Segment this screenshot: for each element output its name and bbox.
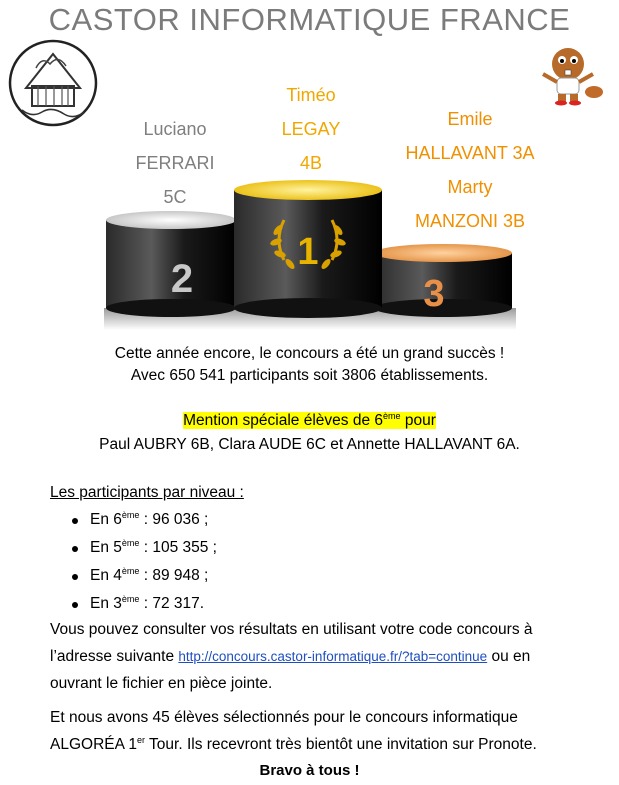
podium-graphic <box>104 180 516 330</box>
list-item: En 6ème : 96 036 ; <box>72 506 217 534</box>
intro-line-1: Cette année encore, le concours a été un grand succès ! <box>114 345 505 362</box>
closing-text: Bravo à tous ! <box>259 762 360 779</box>
results-line-1: Vous pouvez consulter vos résultats en utilisant votre code concours à <box>50 621 533 638</box>
winner-first-last-name: LEGAY <box>281 119 341 139</box>
podium-rank-2: 2 <box>170 257 194 301</box>
list-item: En 5ème : 105 355 ; <box>72 534 217 562</box>
page-title: CASTOR INFORMATIQUE FRANCE <box>48 2 571 37</box>
winner-second-class: 5C <box>163 187 187 207</box>
winner-third-line2: HALLAVANT 3A <box>405 143 535 163</box>
winner-second-last-name: FERRARI <box>135 153 215 173</box>
winner-first <box>248 78 374 180</box>
algorea-line-2: ALGORÉA 1er Tour. Ils recevront très bientôt une invitation sur Pronote. <box>50 735 537 753</box>
winner-second-first-name: Luciano <box>143 119 207 139</box>
algorea-line-1: Et nous avons 45 élèves sélectionnés pour le concours informatique <box>50 709 518 726</box>
participants-list <box>72 506 217 618</box>
winner-third-line3: Marty <box>447 177 493 197</box>
results-line-2: l’adresse suivante http://concours.castor-informatique.fr/?tab=continue ou en <box>50 648 531 665</box>
results-line-3: ouvrant le fichier en pièce jointe. <box>50 675 273 692</box>
winner-third-line1: Emile <box>447 109 493 129</box>
algorea-paragraph <box>50 704 610 758</box>
beaver-mascot <box>528 40 608 106</box>
podium-rank-3: 3 <box>423 273 445 315</box>
mention-names: Paul AUBRY 6B, Clara AUDE 6C et Annette HALLAVANT 6A. <box>99 436 520 453</box>
mention-highlight: Mention spéciale élèves de 6ème pour <box>183 411 436 429</box>
mention-line <box>0 410 619 432</box>
school-logo <box>8 38 98 128</box>
winner-first-first-name: Timéo <box>286 85 336 105</box>
winner-third-line4: MANZONI 3B <box>414 211 525 231</box>
participants-heading: Les participants par niveau : <box>50 484 244 501</box>
results-paragraph <box>50 616 610 697</box>
results-link[interactable]: http://concours.castor-informatique.fr/?tab=continue <box>178 649 488 664</box>
podium-rank-1: 1 <box>297 231 319 273</box>
winner-first-class: 4B <box>299 153 323 173</box>
intro-line-2: Avec 650 541 participants soit 3806 établissements. <box>130 367 489 384</box>
list-item: En 4ème : 89 948 ; <box>72 562 217 590</box>
list-item: En 3ème : 72 317. <box>72 590 217 618</box>
